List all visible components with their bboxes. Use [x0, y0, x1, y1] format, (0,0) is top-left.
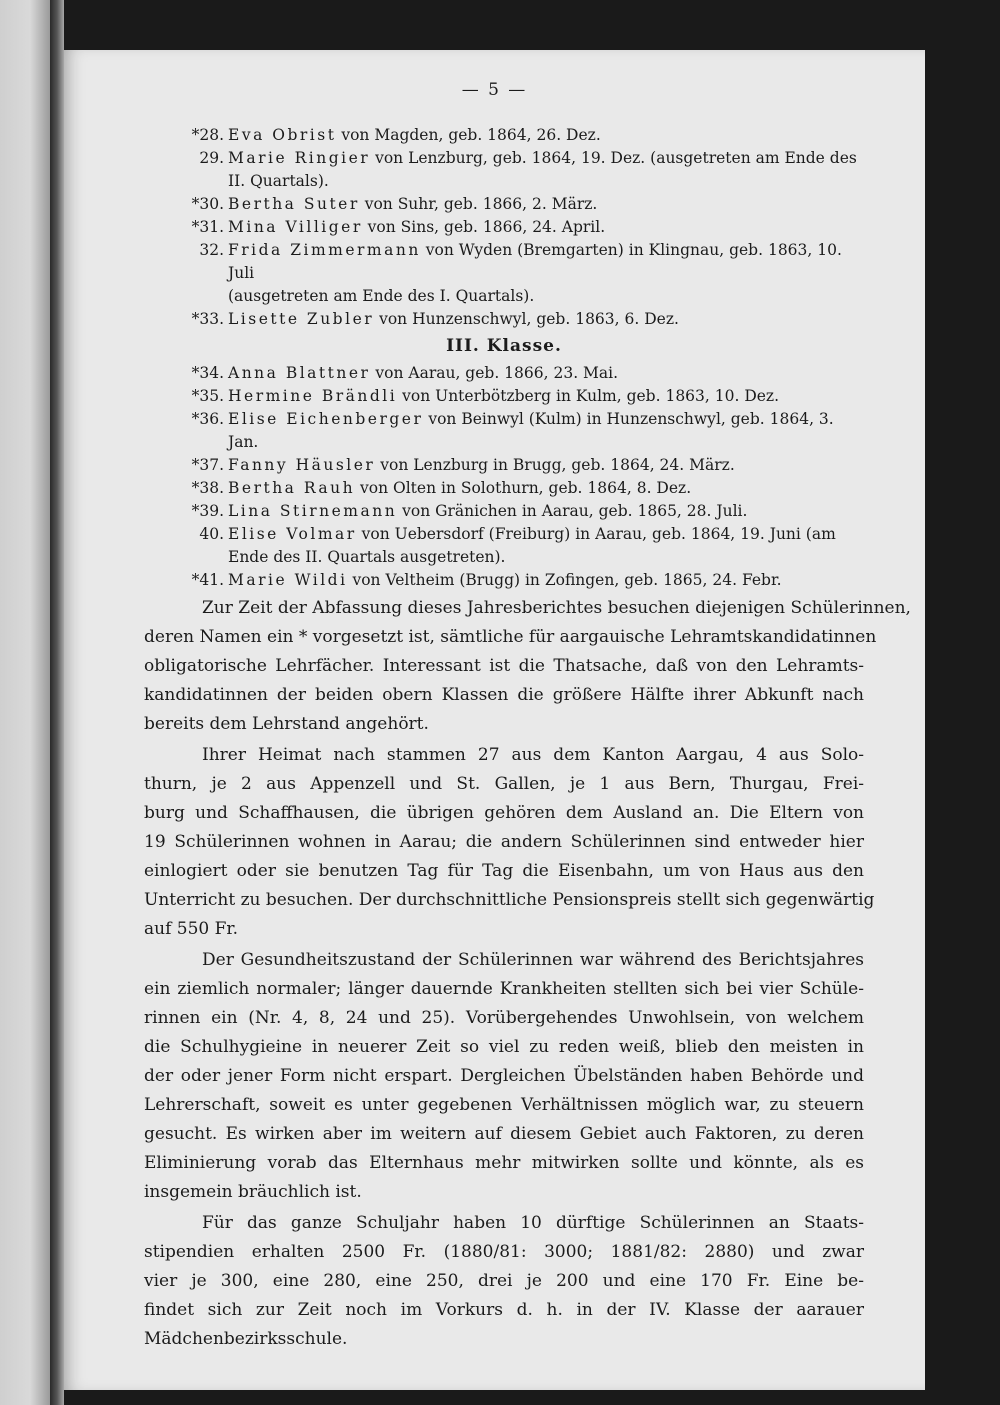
list-item-number: *30. — [191, 195, 224, 213]
text-line: ein ziemlich normaler; länger dauernde Krankheiten stellten sich bei vier Schüle- — [144, 979, 864, 999]
student-details: von Gränichen in Aarau, geb. 1865, 28. Juli. — [397, 502, 748, 520]
student-details: von Sins, geb. 1866, 24. April. — [362, 218, 606, 236]
text-line: thurn, je 2 aus Appenzell und St. Gallen, je 1 aus Bern, Thurgau, Frei- — [144, 774, 864, 794]
student-name: Elise Eichenberger — [228, 410, 424, 428]
student-details-continued: Ende des II. Quartals ausgetreten). — [228, 548, 506, 566]
scan-background-right — [925, 50, 1000, 1390]
list-item — [144, 500, 864, 523]
text-line: Mädchenbezirksschule. — [144, 1329, 348, 1349]
text-line: obligatorische Lehrfächer. Interessant ist die Thatsache, daß von den Lehramts- — [144, 656, 864, 676]
list-item-number: *34. — [191, 364, 224, 382]
student-name: Elise Volmar — [228, 525, 357, 543]
text-line: der oder jener Form nicht erspart. Dergleichen Übelständen haben Behörde und — [144, 1066, 864, 1086]
list-item-number: *39. — [191, 502, 224, 520]
list-item — [144, 193, 864, 216]
text-line: Unterricht zu besuchen. Der durchschnittliche Pensionspreis stellt sich gegenwärtig — [144, 890, 875, 910]
list-item-number: *41. — [191, 571, 224, 589]
student-details: von Aarau, geb. 1866, 23. Mai. — [370, 364, 619, 382]
student-details: von Olten in Solothurn, geb. 1864, 8. Dez. — [355, 479, 692, 497]
text-line: stipendien erhalten 2500 Fr. (1880/81: 3000; 1881/82: 2880) und zwar — [144, 1242, 864, 1262]
student-details-continued: (ausgetreten am Ende des I. Quartals). — [228, 287, 535, 305]
paragraph — [144, 594, 911, 739]
scan-background-top — [64, 0, 1000, 50]
list-item — [144, 362, 864, 385]
list-item-number: 32. — [199, 241, 224, 259]
student-name: Bertha Rauh — [228, 479, 356, 497]
text-line: bereits dem Lehrstand angehört. — [144, 714, 429, 734]
text-line: Eliminierung vorab das Elternhaus mehr mitwirken sollte und könnte, als es — [144, 1153, 864, 1173]
student-name: Marie Ringier — [228, 149, 371, 167]
list-item-number: 29. — [199, 149, 224, 167]
list-item-number: 40. — [199, 525, 224, 543]
student-name: Eva Obrist — [228, 126, 337, 144]
list-item-number: *33. — [191, 310, 224, 328]
list-item — [144, 408, 864, 454]
list-item — [144, 147, 864, 193]
student-name: Mina Villiger — [228, 218, 363, 236]
list-item-number: *35. — [191, 387, 224, 405]
report-paragraphs — [144, 594, 911, 1354]
student-list-class-3 — [144, 362, 864, 592]
student-name: Lisette Zubler — [228, 310, 375, 328]
student-details-continued: II. Quartals). — [228, 172, 329, 190]
student-details: von Uebersdorf (Freiburg) in Aarau, geb. 1864, 19. Juni (am — [356, 525, 836, 543]
text-line: auf 550 Fr. — [144, 919, 239, 939]
text-line: einlogiert oder sie benutzen Tag für Tag die Eisenbahn, um von Haus aus den — [144, 861, 864, 881]
text-line: deren Namen ein * vorgesetzt ist, sämtliche für aargauische Lehramtskandidatinnen — [144, 627, 877, 647]
list-item — [144, 477, 864, 500]
book-gutter — [50, 0, 64, 1405]
text-line: Zur Zeit der Abfassung dieses Jahresberichtes besuchen diejenigen Schülerinnen, — [202, 598, 911, 618]
student-details: von Veltheim (Brugg) in Zofingen, geb. 1865, 24. Febr. — [347, 571, 782, 589]
list-item-number: *28. — [191, 126, 224, 144]
list-item — [144, 308, 864, 331]
text-line: Ihrer Heimat nach stammen 27 aus dem Kanton Aargau, 4 aus Solo- — [202, 745, 864, 765]
list-item-number: *37. — [191, 456, 224, 474]
paragraph — [144, 741, 875, 944]
page-number: — 5 — — [461, 80, 528, 100]
student-details: von Beinwyl (Kulm) in Hunzenschwyl, geb. 1864, 3. Jan. — [228, 410, 834, 451]
student-name: Anna Blattner — [228, 364, 371, 382]
text-line: Für das ganze Schuljahr haben 10 dürftige Schülerinnen an Staats- — [202, 1213, 864, 1233]
text-line: die Schulhygieine in neuerer Zeit so viel zu reden weiß, blieb den meisten in — [144, 1037, 864, 1057]
student-details: von Wyden (Bremgarten) in Klingnau, geb. 1863, 10. Juli — [228, 241, 842, 282]
text-line: kandidatinnen der beiden obern Klassen die größere Hälfte ihrer Abkunft nach — [144, 685, 864, 705]
student-details: von Lenzburg in Brugg, geb. 1864, 24. März. — [375, 456, 735, 474]
section-heading: III. Klasse. — [446, 336, 562, 356]
paragraph — [144, 1209, 864, 1354]
list-item — [144, 124, 864, 147]
list-item — [144, 569, 864, 592]
list-item — [144, 523, 864, 569]
student-details: von Suhr, geb. 1866, 2. März. — [359, 195, 598, 213]
list-item — [144, 216, 864, 239]
page-text — [144, 124, 911, 1354]
text-line: Lehrerschaft, soweit es unter gegebenen Verhältnissen möglich war, zu steuern — [144, 1095, 864, 1115]
list-item-number: *36. — [191, 410, 224, 428]
facing-page-edge — [0, 0, 50, 1405]
list-item-number: *31. — [191, 218, 224, 236]
student-details: von Lenzburg, geb. 1864, 19. Dez. (ausgetreten am Ende des — [370, 149, 857, 167]
student-name: Marie Wildi — [228, 571, 348, 589]
student-name: Hermine Brändli — [228, 387, 398, 405]
paragraph — [144, 946, 864, 1207]
book-page — [64, 50, 925, 1390]
student-details: von Magden, geb. 1864, 26. Dez. — [336, 126, 601, 144]
student-details: von Unterbötzberg in Kulm, geb. 1863, 10. Dez. — [397, 387, 780, 405]
list-item-number: *38. — [191, 479, 224, 497]
text-line: insgemein bräuchlich ist. — [144, 1182, 362, 1202]
student-name: Frida Zimmermann — [228, 241, 421, 259]
text-line: findet sich zur Zeit noch im Vorkurs d. h. in der IV. Klasse der aarauer — [144, 1300, 864, 1320]
student-name: Bertha Suter — [228, 195, 360, 213]
student-list-class-2 — [144, 124, 864, 331]
list-item — [144, 454, 864, 477]
text-line: vier je 300, eine 280, eine 250, drei je 200 und eine 170 Fr. Eine be- — [144, 1271, 864, 1291]
text-line: rinnen ein (Nr. 4, 8, 24 und 25). Vorübergehendes Unwohlsein, von welchem — [144, 1008, 864, 1028]
text-line: burg und Schaffhausen, die übrigen gehören dem Ausland an. Die Eltern von — [144, 803, 864, 823]
student-name: Fanny Häusler — [228, 456, 376, 474]
student-details: von Hunzenschwyl, geb. 1863, 6. Dez. — [374, 310, 679, 328]
text-line: Der Gesundheitszustand der Schülerinnen war während des Berichtsjahres — [202, 950, 864, 970]
list-item — [144, 385, 864, 408]
text-line: gesucht. Es wirken aber im weitern auf diesem Gebiet auch Faktoren, zu deren — [144, 1124, 864, 1144]
student-name: Lina Stirnemann — [228, 502, 398, 520]
text-line: 19 Schülerinnen wohnen in Aarau; die andern Schülerinnen sind entweder hier — [144, 832, 864, 852]
list-item — [144, 239, 864, 308]
